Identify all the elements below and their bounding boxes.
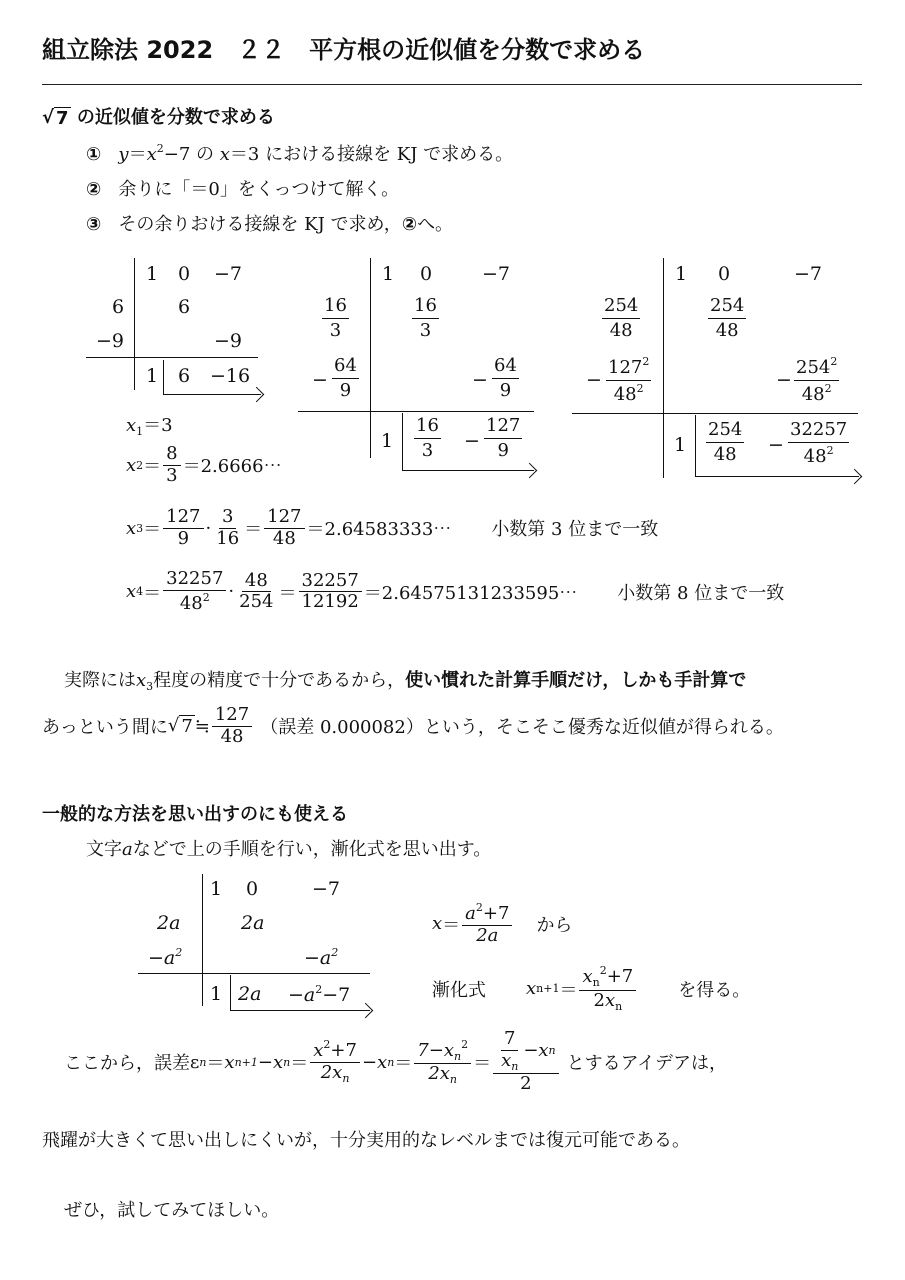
step-2: ② 余りに「＝0」をくっつけて解く。 xyxy=(86,179,400,200)
t1-res-3: −16 xyxy=(210,365,251,387)
title-divider xyxy=(42,84,862,85)
t2-res-1: 1 xyxy=(381,430,394,452)
t2-left1-frac: $\frac{16}{3}$ xyxy=(324,295,347,341)
t1-row2-left: 6 xyxy=(112,296,125,318)
page-title: 組立除法 2022 ２２ 平方根の近似値を分数で求める xyxy=(42,36,646,64)
iterate-x2: x 2 ＝ $\frac{8}{3}$ ＝2.6666⋯ xyxy=(126,443,282,486)
t2-left2-frac: $\frac{64}{9}$ xyxy=(334,355,357,401)
t4-top-3: −7 xyxy=(312,878,341,900)
sqrt-symbol: √ 7 xyxy=(42,107,69,129)
t4-row3-right: $-a^2$ xyxy=(304,946,339,969)
t2-mid1-frac: $\frac{16}{3}$ xyxy=(414,295,437,341)
para1-line1: 実際には$x_3$程度の精度で十分であるから，使い慣れた計算手順だけ，しかも手計算で xyxy=(64,670,747,693)
t4-row2-mid: 2a xyxy=(241,912,265,934)
t4-res-3: $-a^2-7$ xyxy=(288,983,351,1006)
t4-top-2: 0 xyxy=(246,878,259,900)
formula-x: x ＝ $\frac{a^2+7}{2a}$ から xyxy=(432,901,573,946)
t1-res-2: 6 xyxy=(178,365,191,387)
t1-res-1: 1 xyxy=(146,365,159,387)
t1-top-1: 1 xyxy=(146,263,159,285)
para2-line2: 飛躍が大きくて思い出しにくいが，十分実用的なレベルまでは復元可能である。 xyxy=(42,1130,690,1151)
t3-left1-frac: $\frac{254}{48}$ xyxy=(604,295,639,341)
para2-line1: ここから，誤差 ε n ＝ x n+1 − x n ＝ $\frac{x^2+7}{2x_n}$ − x n ＝ $\frac{7-x_n^2}{2x_n}$ ＝ $\frac{7}{x_n}$ −x n 2 とするアイデアは， xyxy=(64,1028,728,1095)
t3-res-1: 1 xyxy=(674,434,687,456)
closing-text: ぜひ，試してみてほしい。 xyxy=(64,1200,280,1221)
t3-res2-frac: $\frac{254}{48}$ xyxy=(708,419,743,465)
section2-heading: 一般的な方法を思い出すのにも使える xyxy=(42,804,348,825)
recurrence-formula: 漸化式 x n+1 ＝ $\frac{x_n^2+7}{2x_n}$ を得る。 xyxy=(432,964,751,1013)
t1-top-3: −7 xyxy=(214,263,243,285)
para1-line2: あっという間に √ 7 ≒ $\frac{127}{48}$ （誤差 0.000082）という，そこそこ優秀な近似値が得られる。 xyxy=(42,704,784,747)
iterate-x4: x 4 ＝ $\frac{32257}{48^2}$ · $\frac{48}{254}$ ＝ $\frac{32257}{12192}$ ＝2.64575131233595⋯ 小数第 8 位まで一致 xyxy=(126,568,785,614)
t2-res3-frac: $\frac{127}{9}$ xyxy=(486,415,521,461)
iterate-x3: x 3 ＝ $\frac{127}{9}$ · $\frac{3}{16}$ ＝ $\frac{127}{48}$ ＝2.64583333⋯ 小数第 3 位まで一致 xyxy=(126,506,659,549)
section1-heading: √ 7 の近似値を分数で求める xyxy=(42,107,275,129)
t2-top-1: 1 xyxy=(382,263,395,285)
t3-top-3: −7 xyxy=(794,263,823,285)
section2-intro: 文字aなどで上の手順を行い，漸化式を思い出す。 xyxy=(86,839,492,860)
t2-top-2: 0 xyxy=(420,263,433,285)
t3-top-2: 0 xyxy=(718,263,731,285)
step-1: ① $y=x^2-7$ の x＝3 における接線を KJ で求める。 xyxy=(86,142,514,165)
t3-left2-frac: $\frac{127^2}{48^2}$ xyxy=(608,355,650,405)
t1-row3-left: −9 xyxy=(96,330,125,352)
t1-row2-mid: 6 xyxy=(178,296,191,318)
t2-res2-frac: $\frac{16}{3}$ xyxy=(416,415,439,461)
t4-row3-left: $-a^2$ xyxy=(148,946,183,969)
iterate-x1: $x_1=3$ xyxy=(126,415,173,438)
t4-row2-left: 2a xyxy=(157,912,181,934)
step-3: ③ その余りおける接線を KJ で求め，②へ。 xyxy=(86,214,454,235)
t3-mid1-frac: $\frac{254}{48}$ xyxy=(710,295,745,341)
t1-row3-right: −9 xyxy=(214,330,243,352)
t3-right2-frac: $\frac{254^2}{48^2}$ xyxy=(796,355,838,405)
t3-top-1: 1 xyxy=(675,263,688,285)
t2-right2-frac: $\frac{64}{9}$ xyxy=(494,355,517,401)
t3-res3-frac: $\frac{32257}{48^2}$ xyxy=(790,419,848,467)
t4-res-2: 2a xyxy=(238,983,262,1005)
t2-top-3: −7 xyxy=(482,263,511,285)
t4-top-1: 1 xyxy=(210,878,223,900)
t4-res-1: 1 xyxy=(210,983,223,1005)
t1-top-2: 0 xyxy=(178,263,191,285)
